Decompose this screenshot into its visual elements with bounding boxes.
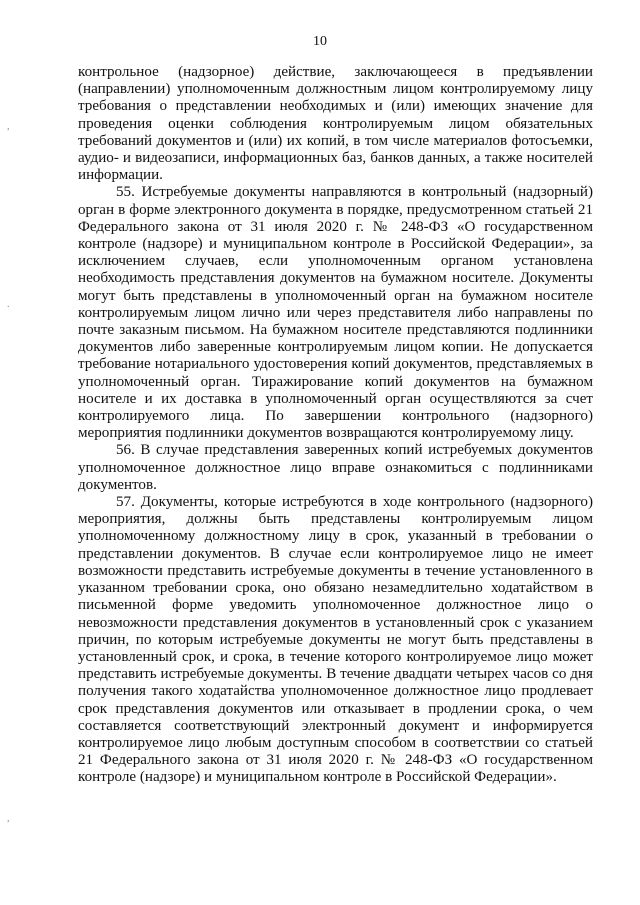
document-body	[78, 64, 593, 787]
margin-mark: ,	[7, 121, 10, 132]
paragraph-55: 55. Истребуемые документы направляются в контрольный (надзорный) орган в форме электронного документа в порядке, предусмотренном статьей 21 Федерального закона от 31 июля 2020 г. № 248-ФЗ «О государственном контроле (надзоре) и муниципальном контроле в Российской Федерации», за исключением случаев, если уполномоченным органом установлена необходимость представления документов на бумажном носителе. Документы могут быть представлены в уполномоченный орган на бумажном носителе контролируемым лицом лично или через представителя либо направлены по почте заказным письмом. На бумажном носителе представляются подлинники документов либо заверенные контролируемым лицом копии. Не допускается требование нотариального удостоверения копий документов, представляемых в уполномоченный орган. Тиражирование копий документов на бумажном носителе и их доставка в уполномоченный орган осуществляются за счет контролируемого лица. По завершении контрольного (надзорного) мероприятия подлинники документов возвращаются контролируемому лицу.	[78, 184, 593, 442]
page-number: 10	[313, 34, 327, 49]
margin-mark: .	[7, 299, 10, 310]
paragraph-continuation: контрольное (надзорное) действие, заключающееся в предъявлении (направлении) уполномоченным должностным лицом контролируемому лицу требования о представлении необходимых и (или) имеющих значение для проведения оценки соблюдения контролируемым лицом обязательных требований документов и (или) их копий, в том числе материалов фотосъемки, аудио- и видеозаписи, информационных баз, банков данных, а также носителей информации.	[78, 64, 593, 184]
paragraph-56: 56. В случае представления заверенных копий истребуемых документов уполномоченное должностное лицо вправе ознакомиться с подлинниками документов.	[78, 442, 593, 493]
paragraph-57: 57. Документы, которые истребуются в ходе контрольного (надзорного) мероприятия, должны быть представлены контролируемым лицом уполномоченному должностному лицу в срок, указанный в требовании о представлении документов. В случае если контролируемое лицо не имеет возможности представить истребуемые документы в течение установленного в указанном требовании срока, оно обязано незамедлительно ходатайством в письменной форме уведомить уполномоченное должностное лицо о невозможности представления документов в установленный срок с указанием причин, по которым истребуемые документы не могут быть представлены в установленный срок, и срока, в течение которого контролируемое лицо может представить истребуемые документы. В течение двадцати четырех часов со дня получения такого ходатайства уполномоченное должностное лицо продлевает срок представления документов или отказывает в продлении срока, о чем составляется соответствующий электронный документ и информируется контролируемое лицо любым доступным способом в соответствии со статьей 21 Федерального закона от 31 июля 2020 г. № 248-ФЗ «О государственном контроле (надзоре) и муниципальном контроле в Российской Федерации».	[78, 494, 593, 786]
margin-mark: ,	[7, 813, 10, 824]
